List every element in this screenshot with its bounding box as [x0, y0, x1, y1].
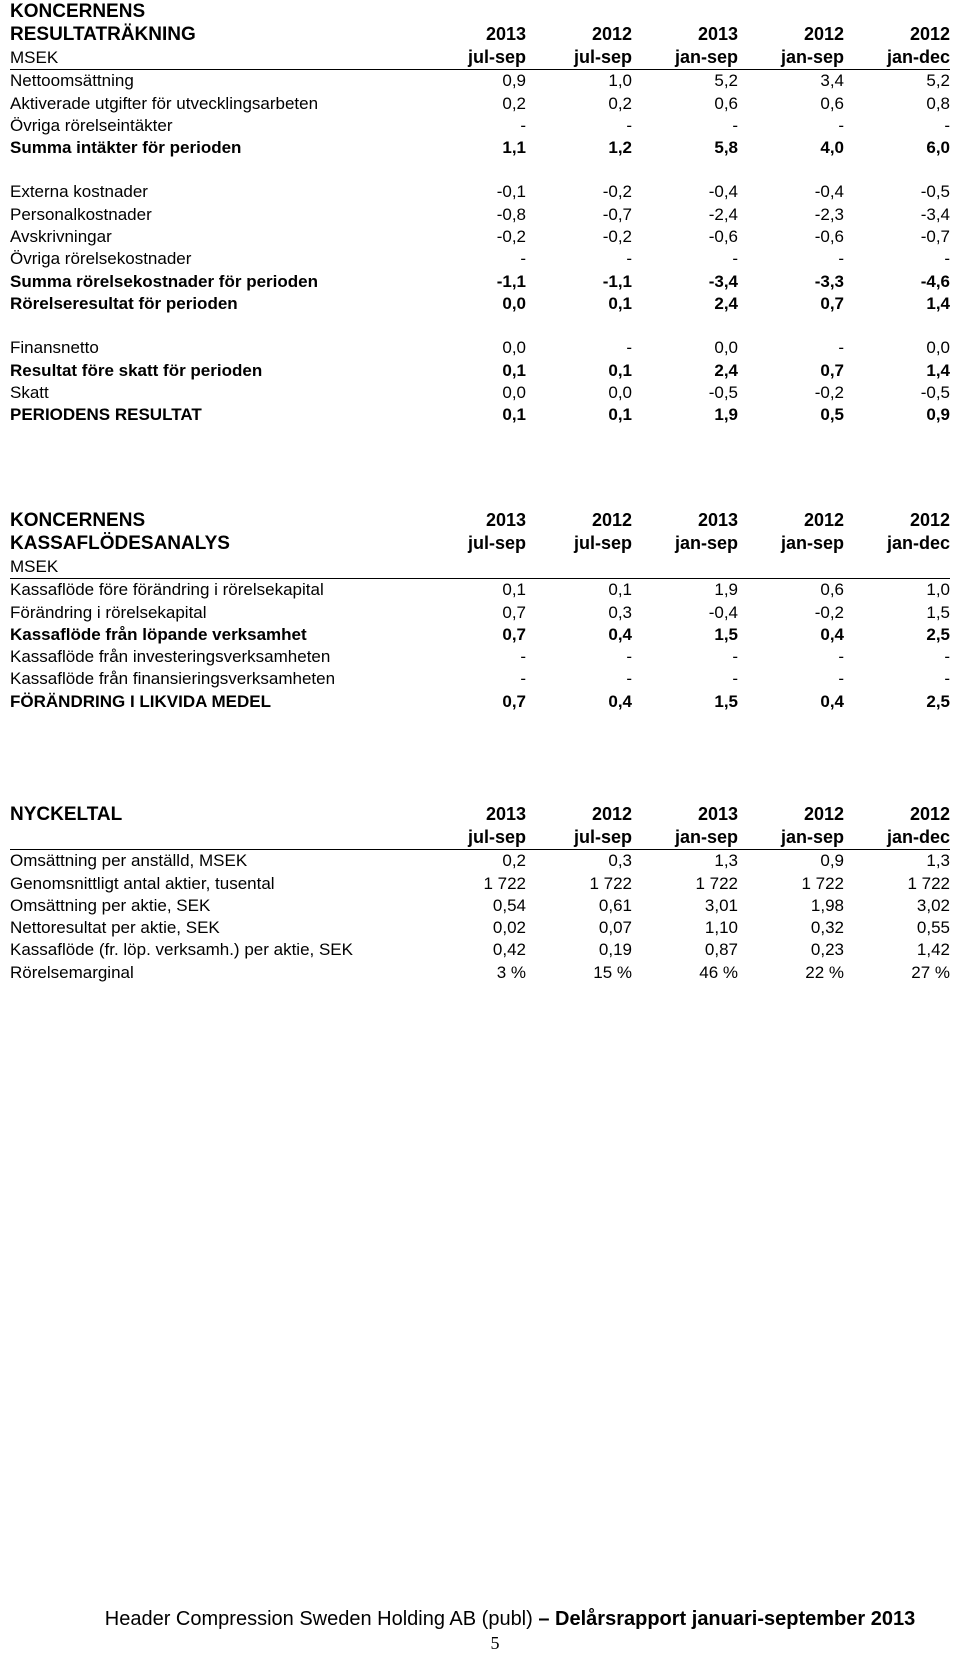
cell: 0,2 — [502, 851, 526, 871]
cell: 0,0 — [714, 338, 738, 358]
row-label: Övriga rörelseintäkter — [10, 115, 173, 135]
row-label: Övriga rörelsekostnader — [10, 249, 192, 269]
cashflow-table — [10, 509, 950, 713]
cell: 1 722 — [483, 873, 526, 893]
cell: 0,1 — [608, 580, 632, 600]
col-year: 2012 — [591, 24, 632, 44]
cell: - — [626, 249, 632, 269]
cell: 3,4 — [820, 71, 844, 91]
cell: - — [626, 669, 632, 689]
col-period: jul-sep — [526, 826, 632, 850]
cell: 0,4 — [820, 624, 844, 644]
table-row — [10, 92, 950, 114]
row-label: Resultat före skatt för perioden — [10, 360, 263, 380]
cell: 27 % — [911, 962, 950, 982]
cell: - — [944, 647, 950, 667]
col-period: jan-sep — [674, 533, 738, 553]
cell: 0,02 — [492, 918, 526, 938]
cell: 0,7 — [502, 602, 526, 622]
table-row-total — [10, 137, 950, 159]
row-label: Kassaflöde (fr. löp. verksamh.) per aktie, SEK — [10, 940, 353, 960]
col-period: jan-sep — [738, 46, 844, 70]
cell: - — [626, 338, 632, 358]
cell: 0,2 — [608, 93, 632, 113]
cell: 0,07 — [598, 918, 632, 938]
row-label: Genomsnittligt antal aktier, tusental — [10, 873, 275, 893]
cell: -0,6 — [814, 227, 844, 247]
row-label: Rörelsemarginal — [10, 962, 134, 982]
cell: -3,4 — [708, 271, 738, 291]
col-year: 2013 — [485, 804, 526, 824]
row-label: Omsättning per aktie, SEK — [10, 895, 211, 915]
cell: - — [626, 115, 632, 135]
cell: 3,01 — [704, 895, 738, 915]
cell: 0,1 — [608, 360, 632, 380]
cell: -0,5 — [920, 382, 950, 402]
col-year: 2012 — [591, 804, 632, 824]
table-row — [10, 917, 950, 939]
cell: 0,6 — [820, 580, 844, 600]
col-period: jan-dec — [844, 826, 950, 850]
col-period: jan-sep — [738, 826, 844, 850]
col-year: 2013 — [697, 510, 738, 530]
cell: -0,2 — [496, 227, 526, 247]
cell: -0,6 — [708, 227, 738, 247]
table-row — [10, 646, 950, 668]
table-row-total — [10, 359, 950, 381]
row-label: Skatt — [10, 382, 49, 402]
cell: - — [838, 647, 844, 667]
cell: 1,10 — [704, 918, 738, 938]
table-row-total — [10, 270, 950, 292]
cell: 0,19 — [598, 940, 632, 960]
cell: 0,0 — [608, 382, 632, 402]
cell: -2,3 — [814, 204, 844, 224]
cell: 3 % — [496, 962, 526, 982]
cell: -2,4 — [708, 204, 738, 224]
cell: -0,7 — [920, 227, 950, 247]
cell: 2,4 — [714, 293, 738, 313]
cell: -4,6 — [920, 271, 950, 291]
cell: 0,1 — [502, 580, 526, 600]
col-year: 2012 — [803, 24, 844, 44]
cell: 0,9 — [820, 851, 844, 871]
cell: -3,4 — [920, 204, 950, 224]
col-year: 2012 — [591, 510, 632, 530]
cell: 1 722 — [801, 873, 844, 893]
cell: 1,5 — [714, 691, 738, 711]
cell: 0,23 — [810, 940, 844, 960]
col-year: 2013 — [697, 24, 738, 44]
cell: 1,9 — [714, 580, 738, 600]
table-row — [10, 203, 950, 225]
cell: 1,0 — [608, 71, 632, 91]
cell: 6,0 — [926, 138, 950, 158]
income-title-line-1: KONCERNENS — [10, 1, 146, 22]
cell: - — [626, 647, 632, 667]
row-label: PERIODENS RESULTAT — [10, 405, 202, 425]
cell: -0,7 — [602, 204, 632, 224]
page-footer — [100, 1608, 920, 1631]
cell: -0,2 — [602, 182, 632, 202]
col-period: jul-sep — [420, 46, 526, 70]
cell: 1,3 — [714, 851, 738, 871]
row-label: Kassaflöde före förändring i rörelsekapital — [10, 580, 324, 600]
cell: 1,2 — [608, 138, 632, 158]
cell: - — [732, 669, 738, 689]
cell: 2,5 — [926, 624, 950, 644]
cell: 0,42 — [492, 940, 526, 960]
cell: - — [732, 647, 738, 667]
row-label: Förändring i rörelsekapital — [10, 602, 207, 622]
cell: 0,4 — [820, 691, 844, 711]
cell: - — [520, 669, 526, 689]
key-ratios-table — [10, 803, 950, 984]
cell: 1 722 — [907, 873, 950, 893]
col-period: jan-dec — [886, 533, 950, 553]
cell: 0,87 — [704, 940, 738, 960]
cell: -0,2 — [602, 227, 632, 247]
cell: - — [732, 115, 738, 135]
table-row — [10, 895, 950, 917]
row-label: Kassaflöde från löpande verksamhet — [10, 624, 307, 644]
col-year: 2012 — [909, 24, 950, 44]
footer-dash: – — [538, 1608, 550, 1630]
row-label: Omsättning per anställd, MSEK — [10, 851, 248, 871]
cell: 0,1 — [608, 293, 632, 313]
cell: 1 722 — [695, 873, 738, 893]
table-row — [10, 668, 950, 690]
cell: -0,1 — [496, 182, 526, 202]
cell: -1,1 — [496, 271, 526, 291]
cell: -0,2 — [814, 602, 844, 622]
row-label: Kassaflöde från finansieringsverksamheten — [10, 669, 336, 689]
cell: 1,42 — [916, 940, 950, 960]
cell: - — [520, 115, 526, 135]
cell: -0,4 — [708, 182, 738, 202]
cell: 0,4 — [608, 691, 632, 711]
income-title-line-2: RESULTATRÄKNING — [10, 24, 196, 45]
cell: 0,9 — [502, 71, 526, 91]
cell: 0,9 — [926, 405, 950, 425]
col-year: 2012 — [803, 510, 844, 530]
cell: 0,6 — [714, 93, 738, 113]
cell: 0,5 — [820, 405, 844, 425]
row-label: Kassaflöde från investeringsverksamheten — [10, 647, 331, 667]
cell: 2,4 — [714, 360, 738, 380]
cell: 1,0 — [926, 580, 950, 600]
col-period: jan-sep — [632, 826, 738, 850]
cell: 22 % — [805, 962, 844, 982]
cell: - — [838, 669, 844, 689]
cell: 0,7 — [502, 691, 526, 711]
cell: 0,0 — [502, 338, 526, 358]
ratios-title: NYCKELTAL — [10, 804, 123, 825]
col-year: 2012 — [803, 804, 844, 824]
cell: 0,1 — [502, 405, 526, 425]
income-statement-table — [10, 0, 950, 426]
cell: 0,54 — [492, 895, 526, 915]
table-row-total — [10, 293, 950, 315]
table-row-total — [10, 624, 950, 646]
table-row — [10, 226, 950, 248]
row-label: Rörelseresultat för perioden — [10, 293, 238, 313]
cell: 0,55 — [916, 918, 950, 938]
col-year: 2012 — [909, 804, 950, 824]
cell: - — [520, 647, 526, 667]
cell: 0,1 — [608, 405, 632, 425]
table-row-total — [10, 404, 950, 426]
cell: 0,3 — [608, 851, 632, 871]
cell: 1,3 — [926, 851, 950, 871]
table-row — [10, 115, 950, 137]
col-period: jul-sep — [467, 533, 526, 553]
table-row — [10, 872, 950, 894]
cell: - — [944, 249, 950, 269]
cell: 1,1 — [502, 138, 526, 158]
col-period: jul-sep — [526, 46, 632, 70]
table-row — [10, 70, 950, 93]
row-label: Avskrivningar — [10, 227, 112, 247]
col-year: 2013 — [485, 24, 526, 44]
table-row — [10, 248, 950, 270]
cell: 0,61 — [598, 895, 632, 915]
cell: - — [838, 115, 844, 135]
table-row-total — [10, 690, 950, 712]
unit-label: MSEK — [10, 555, 420, 579]
cell: 0,6 — [820, 93, 844, 113]
row-label: Aktiverade utgifter för utvecklingsarbeten — [10, 93, 319, 113]
cell: 1,4 — [926, 293, 950, 313]
cell: 0,7 — [502, 624, 526, 644]
col-period: jan-sep — [780, 533, 844, 553]
cell: 0,2 — [502, 93, 526, 113]
row-label: Externa kostnader — [10, 182, 148, 202]
cell: 0,7 — [820, 293, 844, 313]
cell: 1,98 — [810, 895, 844, 915]
row-label: Summa rörelsekostnader för perioden — [10, 271, 318, 291]
cell: 0,7 — [820, 360, 844, 380]
col-period: jan-sep — [632, 46, 738, 70]
cell: 1,4 — [926, 360, 950, 380]
col-period: jan-dec — [844, 46, 950, 70]
col-year: 2013 — [697, 804, 738, 824]
table-row — [10, 181, 950, 203]
cell: -0,4 — [814, 182, 844, 202]
cell: - — [838, 338, 844, 358]
table-row — [10, 939, 950, 961]
cell: 0,0 — [502, 382, 526, 402]
row-label: Nettoomsättning — [10, 71, 134, 91]
row-label: Personalkostnader — [10, 204, 152, 224]
table-row — [10, 961, 950, 983]
unit-label: MSEK — [10, 46, 420, 70]
cell: - — [838, 249, 844, 269]
row-label: Nettoresultat per aktie, SEK — [10, 918, 220, 938]
cell: 0,0 — [502, 293, 526, 313]
cashflow-title-line-1: KONCERNENS — [10, 510, 146, 531]
cell: 1,5 — [926, 602, 950, 622]
col-year: 2012 — [909, 510, 950, 530]
footer-company: Header Compression Sweden Holding AB (publ) — [104, 1608, 533, 1630]
cell: 5,8 — [714, 138, 738, 158]
page-number: 5 — [490, 1633, 500, 1653]
table-row — [10, 601, 950, 623]
cell: 4,0 — [820, 138, 844, 158]
cell: -0,5 — [920, 182, 950, 202]
row-label: Finansnetto — [10, 338, 99, 358]
cell: -0,4 — [708, 602, 738, 622]
table-row — [10, 337, 950, 359]
row-label: FÖRÄNDRING I LIKVIDA MEDEL — [10, 691, 271, 711]
cell: 0,3 — [608, 602, 632, 622]
cell: -0,8 — [496, 204, 526, 224]
cell: 15 % — [593, 962, 632, 982]
cell: 0,32 — [810, 918, 844, 938]
cell: - — [944, 115, 950, 135]
cell: 46 % — [699, 962, 738, 982]
cashflow-title-line-2: KASSAFLÖDESANALYS — [10, 533, 230, 554]
cell: -0,5 — [708, 382, 738, 402]
cell: - — [732, 249, 738, 269]
cell: - — [520, 249, 526, 269]
table-row — [10, 850, 950, 873]
table-row — [10, 382, 950, 404]
footer-report-title: Delårsrapport januari-september 2013 — [555, 1608, 916, 1630]
col-period: jul-sep — [420, 826, 526, 850]
cell: 0,8 — [926, 93, 950, 113]
col-year: 2013 — [485, 510, 526, 530]
cell: 0,0 — [926, 338, 950, 358]
col-period: jul-sep — [573, 533, 632, 553]
row-label: Summa intäkter för perioden — [10, 138, 242, 158]
cell: - — [944, 669, 950, 689]
cell: 0,1 — [502, 360, 526, 380]
cell: 2,5 — [926, 691, 950, 711]
cell: 1,5 — [714, 624, 738, 644]
cell: 0,4 — [608, 624, 632, 644]
cell: 1 722 — [589, 873, 632, 893]
cell: 3,02 — [916, 895, 950, 915]
cell: 1,9 — [714, 405, 738, 425]
cell: 5,2 — [714, 71, 738, 91]
table-row — [10, 579, 950, 602]
cell: -3,3 — [814, 271, 844, 291]
cell: 5,2 — [926, 71, 950, 91]
cell: -0,2 — [814, 382, 844, 402]
cell: -1,1 — [602, 271, 632, 291]
